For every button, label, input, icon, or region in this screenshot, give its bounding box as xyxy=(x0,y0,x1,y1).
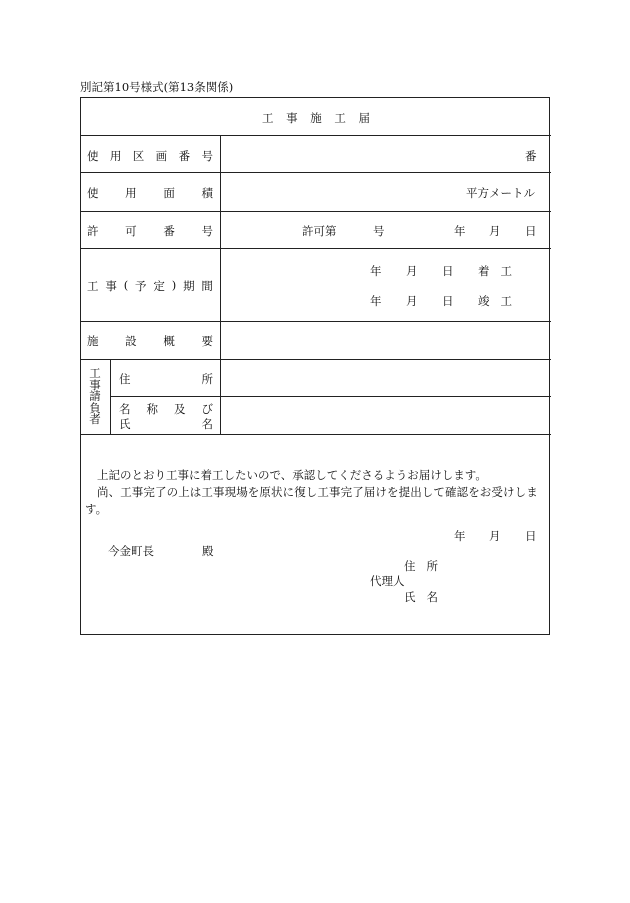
start-day: 日 xyxy=(442,264,454,278)
permit-month: 月 xyxy=(489,224,501,238)
rule xyxy=(81,172,551,173)
statement-line1: 上記のとおり工事に着工したいので、承認してくださるようお届けします。 xyxy=(97,468,487,482)
addressee-honorific: 殿 xyxy=(202,544,214,558)
area-number-suffix: 番 xyxy=(525,149,537,163)
usage-area-label: 使 用 面 積 xyxy=(87,186,213,200)
statement xyxy=(85,467,549,518)
start-suffix: 着 工 xyxy=(478,264,512,278)
contractor-address-label: 住 所 xyxy=(119,372,213,386)
construction-notice-form xyxy=(80,97,550,635)
area-number-label: 使 用 区 画 番 号 xyxy=(87,149,213,163)
contractor-name-label-line1: 名 称 及 び xyxy=(119,402,213,416)
permit-number-label: 許 可 番 号 xyxy=(87,224,213,238)
permit-day: 日 xyxy=(525,224,537,238)
rule xyxy=(81,248,551,249)
permit-prefix: 許可第 xyxy=(302,224,337,238)
submit-day: 日 xyxy=(525,529,537,543)
rule xyxy=(81,211,551,212)
statement-line2: 尚、工事完了の上は工事現場を原状に復し工事完了届けを提出して確認をお受けします。 xyxy=(85,485,538,516)
usage-area-unit: 平方メートル xyxy=(466,186,535,200)
end-day: 日 xyxy=(442,294,454,308)
rule xyxy=(220,135,221,434)
end-month: 月 xyxy=(406,294,418,308)
applicant-role: 代理人 xyxy=(370,574,405,588)
end-year: 年 xyxy=(370,294,382,308)
start-year: 年 xyxy=(370,264,382,278)
facility-label: 施 設 概 要 xyxy=(87,334,213,348)
end-suffix: 竣 工 xyxy=(478,294,512,308)
rule xyxy=(81,359,551,360)
period-label: 工 事 ( 予 定 ) 期 間 xyxy=(87,278,213,293)
applicant-address-label: 住 所 xyxy=(404,559,438,573)
applicant-name-label: 氏 名 xyxy=(404,590,438,604)
submit-month: 月 xyxy=(489,529,501,543)
rule xyxy=(81,434,551,435)
addressee-name: 今金町長 xyxy=(108,544,154,558)
rule xyxy=(81,135,551,136)
permit-year: 年 xyxy=(454,224,466,238)
form-title: 工 事 施 工 届 xyxy=(262,111,370,125)
rule xyxy=(110,396,551,397)
submit-year: 年 xyxy=(454,529,466,543)
start-month: 月 xyxy=(406,264,418,278)
form-caption: 別記第10号様式(第13条関係) xyxy=(80,80,234,94)
contractor-group-label: 工 事 請 負 者 xyxy=(89,366,101,426)
rule xyxy=(110,359,111,434)
contractor-name-label-line2: 氏 名 xyxy=(119,417,213,431)
rule xyxy=(81,321,551,322)
permit-number-suffix: 号 xyxy=(373,224,385,238)
